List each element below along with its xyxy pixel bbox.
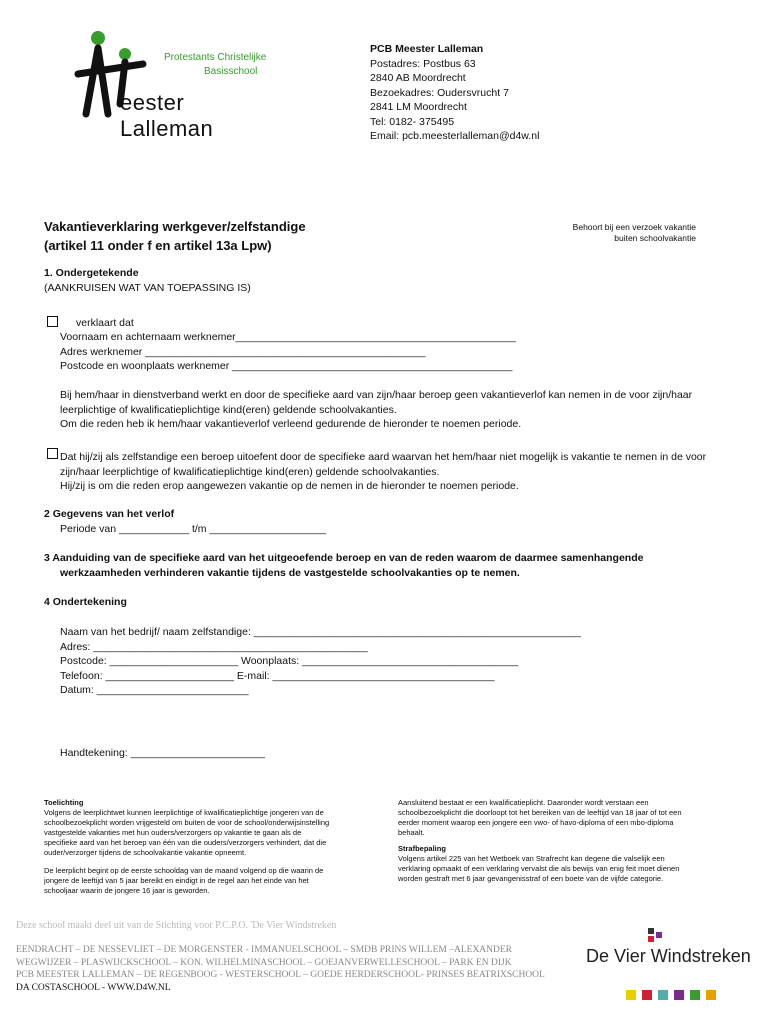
address-heading: PCB Meester Lalleman — [370, 43, 484, 55]
right-line: Aansluitend bestaat er een kwalificatieplicht. Daaronder wordt verstaan een — [398, 798, 649, 807]
toelichting-line: schoolbezoekplicht worden vrijgesteld om buiten de voor de school/onderwijsinstelling — [44, 818, 330, 827]
right-line: verklaring opmaakt of een verklaring vervalst die als bewijs van enig feit moet dienen — [398, 864, 680, 873]
para2-line: Hij/zij is om die reden erop aangewezen vakantie op de nemen in de hieronder te noemen periode. — [60, 480, 519, 492]
paragraph1 — [60, 388, 740, 432]
toelichting-line: jongere de leeftijd van 5 jaar bereikt en eindigt in de regel aan het einde van het — [44, 876, 309, 885]
address-line: 2840 AB Moordrecht — [370, 72, 466, 84]
document-title — [44, 217, 306, 255]
side-note-line2: buiten schoolvakantie — [614, 233, 696, 243]
field-name[interactable]: Voornaam en achternaam werknemer________________________________________________ — [60, 331, 516, 343]
toelichting — [44, 798, 374, 896]
postcode-city-field[interactable]: Postcode: ______________________ Woonplaats: _____________________________________ — [60, 655, 519, 667]
field-postcode[interactable]: Postcode en woonplaats werknemer ________________________________________________ — [60, 360, 513, 372]
address-line: Tel: 0182- 375495 — [370, 115, 455, 128]
vier-windstreken-logo — [586, 924, 751, 1014]
title-line1: Vakantieverklaring werkgever/zelfstandige — [44, 219, 306, 234]
section3-line1: 3 Aanduiding van de specifieke aard van het uitgeoefende beroep en van de reden waarom de daarmee samenhangende — [44, 552, 644, 564]
option1-checkbox[interactable] — [47, 316, 58, 327]
signing-fields — [60, 625, 581, 698]
footer-intro: Deze school maakt deel uit van de Stichting voor P.C.P.O. 'De Vier Windstreken — [16, 920, 337, 931]
logo-line2: Basisschool — [204, 66, 258, 77]
right-line: worden gestraft met 6 jaar gevangenisstraf of een boete van de vijfde categorie. — [398, 874, 664, 883]
school-logo — [68, 24, 268, 141]
phone-email-field[interactable]: Telefoon: ______________________ E-mail: ______________________________________ — [60, 669, 495, 682]
toelichting-line: specifieke aard van het beroep van één van die ouders/verzorgers verhindert, dat die — [44, 838, 327, 847]
section3-line2: werkzaamheden verhinderen vakantie tijdens de vastgestelde schoolvakanties op te nemen. — [60, 566, 520, 579]
section2-heading: 2 Gegevens van het verlof — [44, 508, 175, 520]
field-address[interactable]: Adres werknemer ________________________________________________ — [60, 345, 426, 358]
paragraph2 — [60, 450, 750, 494]
para1-line: Om die reden heb ik hem/haar vakantieverlof verleend gedurende de hieronder te noemen periode. — [60, 418, 522, 430]
footer-schools — [16, 944, 576, 994]
signature-field[interactable]: Handtekening: _______________________ — [60, 747, 265, 759]
toelichting-heading: Toelichting — [44, 798, 84, 807]
right-line: behaalt. — [398, 828, 425, 837]
address-line: Postadres: Postbus 63 — [370, 57, 476, 70]
logo-name: eester Lalleman — [120, 90, 214, 141]
para2-line: Dat hij/zij als zelfstandige een beroep uitoefent door de specifieke aard waarvan het hem/haar niet mogelijk is vakantie te nemen in de voor — [60, 451, 707, 463]
address-line: 2841 LM Moordrecht — [370, 101, 467, 113]
para1-line: leerplichtige of kwalificatieplichtige kind(eren) geldende schoolvakanties. — [60, 403, 397, 416]
title-line2: (artikel 11 onder f en artikel 13a Lpw) — [44, 238, 272, 253]
footer-last: DA COSTASCHOOL - WWW.D4W.NL — [16, 982, 171, 993]
date-field[interactable]: Datum: __________________________ — [60, 684, 249, 696]
para1-line: Bij hem/haar in dienstverband werkt en door de specifieke aard van zijn/haar beroep geen vakantieverlof kan nemen in de voor zijn/haar — [60, 389, 693, 401]
color-squares-icon — [586, 924, 746, 1014]
company-field[interactable]: Naam van het bedrijf/ naam zelfstandige: ________________________________________________________ — [60, 626, 581, 638]
option1-label: verklaart dat — [76, 317, 134, 329]
side-note-line1: Behoort bij een verzoek vakantie — [572, 222, 696, 232]
section1-sub: (AANKRUISEN WAT VAN TOEPASSING IS) — [44, 281, 251, 294]
section1-header — [44, 266, 251, 295]
toelichting-line: ouder/verzorger tijdens de schoolvakantie vakantie opneemt. — [44, 848, 247, 857]
address-line: Bezoekadres: Oudersvrucht 7 — [370, 86, 509, 99]
section4-heading: 4 Ondertekening — [44, 596, 127, 608]
period-field[interactable]: Periode van ____________ t/m ____________________ — [60, 522, 327, 535]
address-block — [370, 42, 539, 144]
right-line: Volgens artikel 225 van het Wetboek van Strafrecht kan degene die valselijk een — [398, 854, 665, 863]
section1-heading: 1. Ondergetekende — [44, 267, 139, 279]
logo-line1: Protestants Christelijke — [164, 52, 267, 63]
right-line: schoolbezoekplicht die doorloopt tot het bereiken van de leeftijd van 18 jaar of tot een — [398, 808, 682, 817]
footer-line: PCB MEESTER LALLEMAN – DE REGENBOOG - WESTERSCHOOL – GOEDE HERDERSCHOOL- PRINSES BEATRIXSCHOOL — [16, 970, 545, 980]
option2-checkbox[interactable] — [47, 448, 58, 459]
toelichting-line: vastgestelde vakanties met hun ouders/verzorgers op vakantie te gaan als de — [44, 828, 302, 837]
para2-line: zijn/haar leerplichtige of kwalificatieplichtige kind(eren) geldende schoolvakanties. — [60, 465, 440, 478]
company-address-field[interactable]: Adres: _______________________________________________ — [60, 640, 368, 653]
section3 — [44, 551, 643, 580]
toelichting-line: Volgens de leerplichtwet kunnen leerplichtige of kwalificatieplichtige jongeren van de — [44, 808, 324, 817]
address-line: Email: pcb.meesterlalleman@d4w.nl — [370, 130, 540, 142]
footer-line: EENDRACHT – DE NESSEVLIET – DE MORGENSTER - IMMANUELSCHOOL – SMDB PRINS WILLEM –ALEXANDER — [16, 945, 513, 955]
footer-line: WEGWIJZER – PLASWIJCKSCHOOL – KON. WILHELMINASCHOOL – GOEJANVERWELLESCHOOL – PARK EN DIJK — [16, 957, 512, 968]
toelichting-line: schooljaar waarin de jongere 16 jaar is geworden. — [44, 886, 210, 895]
side-note — [556, 222, 696, 244]
toelichting-line: De leerplicht begint op de eerste schooldag van de maand volgend op die waarin de — [44, 866, 324, 875]
right-column — [398, 798, 728, 884]
vw-logo-text: De Vier Windstreken — [586, 946, 751, 966]
strafbepaling-heading: Strafbepaling — [398, 844, 446, 853]
employee-fields — [60, 330, 516, 374]
section2 — [44, 507, 326, 536]
right-line: eerder moment waarop een jongere een vwo- of havo-diploma of een mbo-diploma — [398, 818, 674, 827]
